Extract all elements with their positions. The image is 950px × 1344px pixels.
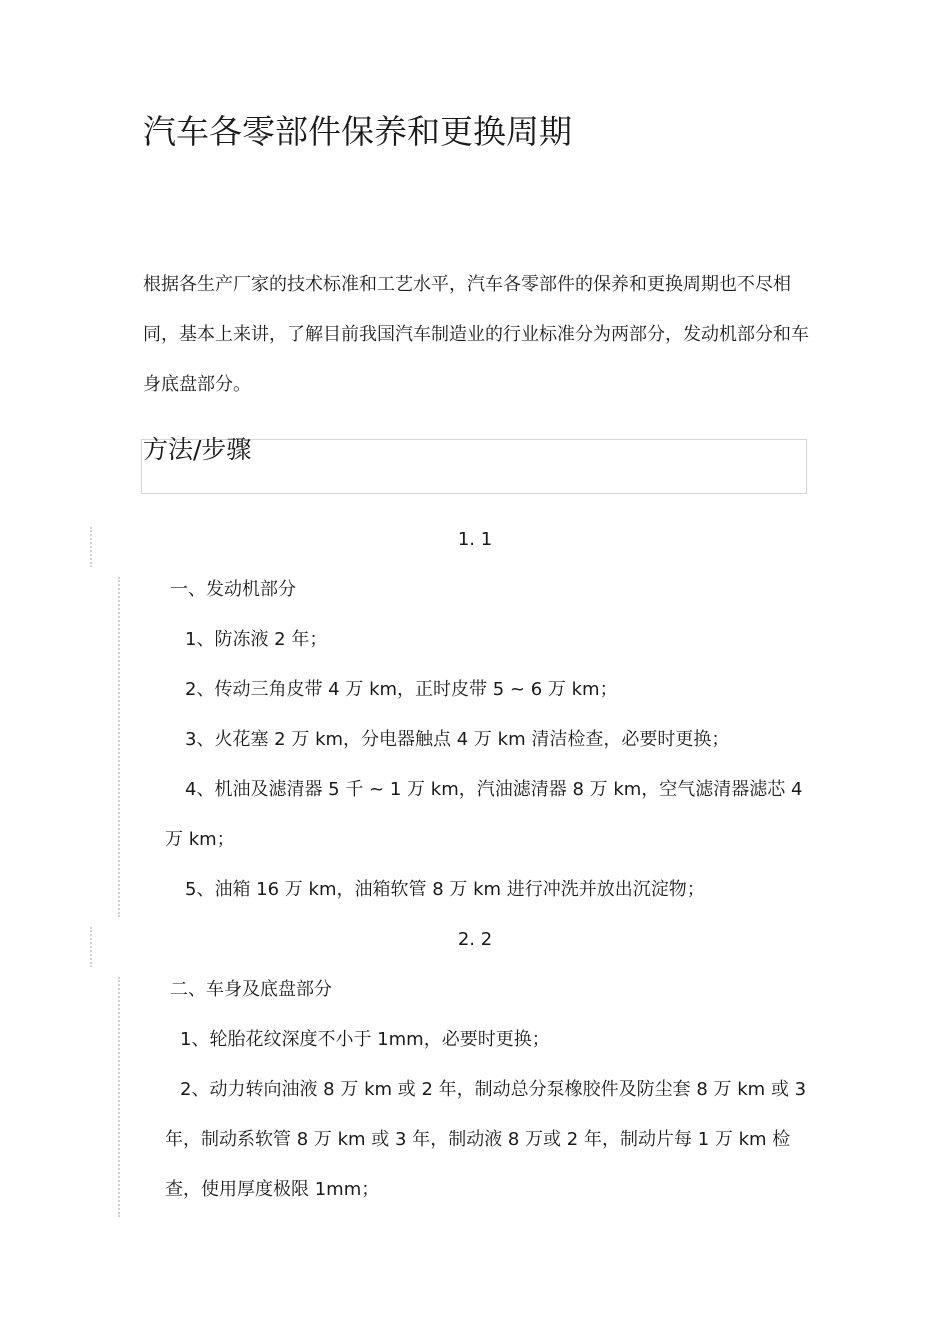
list-item: 1、防冻液 2 年； bbox=[185, 629, 328, 650]
list-item: 1、轮胎花纹深度不小于 1mm，必要时更换； bbox=[180, 1029, 550, 1050]
list-item: 5、油箱 16 万 km，油箱软管 8 万 km 进行冲洗并放出沉淀物； bbox=[185, 879, 705, 900]
page-title: 汽车各零部件保养和更换周期 bbox=[143, 112, 572, 151]
step-number: 1. 1 bbox=[457, 529, 493, 550]
step-number: 2. 2 bbox=[457, 929, 493, 950]
section-heading-body-chassis: 二、车身及底盘部分 bbox=[170, 979, 332, 1000]
list-item: 2、动力转向油液 8 万 km 或 2 年，制动总分泵橡胶件及防尘套 8 万 km 或 3 年，制动系软管 8 万 km 或 3 年，制动液 8 万或 2 年，制动片每 1 万 km 检查，使用厚度极限 1mm； bbox=[165, 1079, 807, 1200]
list-item: 2、传动三角皮带 4 万 km，正时皮带 5 ~ 6 万 km； bbox=[185, 679, 618, 700]
intro-paragraph: 根据各生产厂家的技术标准和工艺水平，汽车各零部件的保养和更换周期也不尽相同，基本上来讲，了解目前我国汽车制造业的行业标准分为两部分，发动机部分和车身底盘部分。 bbox=[143, 274, 809, 395]
margin-rule bbox=[118, 977, 120, 1217]
section-heading-engine: 一、发动机部分 bbox=[170, 579, 296, 600]
method-heading: 方法/步骤 bbox=[143, 435, 252, 464]
margin-rule bbox=[118, 577, 120, 917]
list-item: 4、机油及滤清器 5 千 ~ 1 万 km，汽油滤清器 8 万 km，空气滤清器滤芯 4 万 km； bbox=[165, 779, 803, 850]
list-item: 3、火花塞 2 万 km，分电器触点 4 万 km 清洁检查，必要时更换； bbox=[185, 729, 730, 750]
